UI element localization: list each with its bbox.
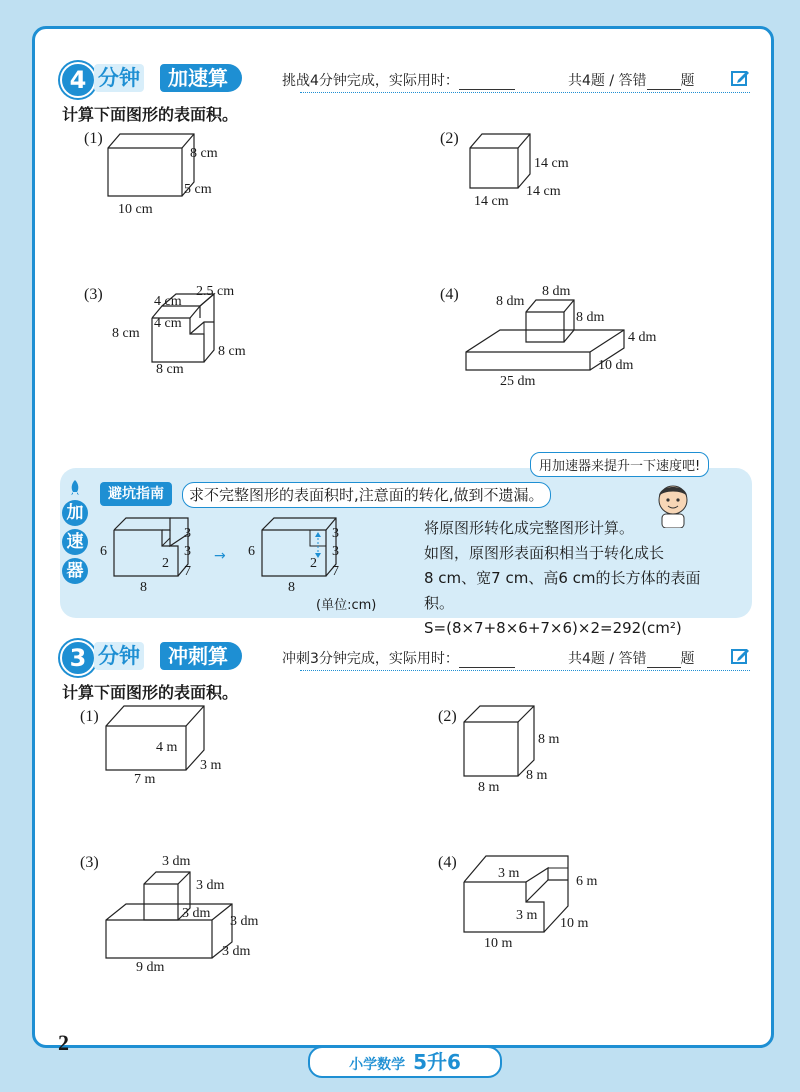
figure-cuboid-2-1 [96, 702, 246, 798]
tip-dim: 6 [248, 544, 255, 559]
dim-notch-height: 3 m [516, 908, 538, 923]
dim-base-length: 9 dm [136, 960, 165, 975]
wrong-blank[interactable] [647, 75, 681, 90]
dim-length: 14 cm [474, 194, 509, 209]
dim-height: 14 cm [534, 156, 569, 171]
problem-number: (2) [438, 708, 457, 725]
section-header-accelerate [60, 62, 750, 96]
footer-grade: 5升6 [413, 1050, 461, 1074]
dim-base-length: 25 dm [500, 374, 536, 389]
dim-width: 3 m [200, 758, 222, 773]
section-number-badge: 3 [60, 640, 96, 676]
dim-base-width: 3 dm [222, 944, 251, 959]
tip-figure-converted [248, 510, 368, 598]
dim-top-length: 8 dm [542, 284, 571, 299]
footer-subject: 小学数学 [349, 1057, 406, 1073]
tip-dim: 8 [140, 580, 147, 595]
tip-line: 如图，原图形表面积相当于转化成长 [424, 544, 665, 562]
tip-dim: 2 [310, 556, 317, 571]
tip-dim: 3 [332, 526, 339, 541]
dim-length: 8 cm [156, 362, 184, 377]
dim-length: 7 m [134, 772, 156, 787]
dim-height: 4 m [156, 740, 178, 755]
dim-base-height: 3 dm [230, 914, 259, 929]
dim-notch-width: 3 m [498, 866, 520, 881]
tip-line: 8 cm、宽7 cm、高6 cm的长方体的表面积。 [424, 569, 701, 612]
tip-dim: 2 [162, 556, 169, 571]
side-char: 速 [62, 529, 88, 555]
dim-notch-depth: 2.5 cm [196, 284, 235, 299]
problem-number: (3) [84, 286, 103, 303]
page-number: 2 [58, 1030, 69, 1055]
dim-height: 8 cm [112, 326, 140, 341]
converted-figure-drawing [248, 510, 368, 598]
dim-top-length: 3 dm [162, 854, 191, 869]
edit-icon [730, 68, 750, 88]
problem-number: (4) [438, 854, 457, 871]
notched-drawing [456, 852, 626, 958]
tip-dim: 3 [332, 544, 339, 559]
dim-width: 8 m [526, 768, 548, 783]
challenge-text: 冲刺3分钟完成，实际用时： [282, 651, 459, 667]
figure-stacked-2-3 [100, 852, 290, 982]
score-info [568, 648, 695, 668]
tip-dim: 3 [184, 526, 191, 541]
tip-tag: 避坑指南 [100, 482, 172, 506]
dim-notch-height: 4 cm [154, 316, 182, 331]
dim-top-width: 8 dm [576, 310, 605, 325]
dim-width: 5 cm [184, 182, 212, 197]
tip-dim: 7 [332, 564, 339, 579]
total-unit: 题 [680, 73, 695, 89]
total-unit: 题 [680, 651, 695, 667]
problem-number: (2) [440, 130, 459, 147]
tip-side-label [60, 480, 90, 587]
dim-notch-width: 4 cm [154, 294, 182, 309]
footer-badge [308, 1046, 502, 1078]
problem-number: (4) [440, 286, 459, 303]
side-char: 器 [62, 558, 88, 584]
instruction-2: 计算下面图形的表面积。 [62, 683, 239, 702]
figure-stacked-4 [460, 282, 690, 392]
dim-length: 8 m [478, 780, 500, 795]
dim-height: 8 m [538, 732, 560, 747]
dim-base-height: 4 dm [628, 330, 657, 345]
dim-top-height: 3 dm [196, 878, 225, 893]
tip-formula: S=(8×7+8×6+7×6)×2=292(cm²) [424, 619, 682, 637]
challenge-info [282, 648, 515, 668]
original-figure-drawing [100, 510, 220, 598]
challenge-info [282, 70, 515, 90]
dim-top-height: 8 dm [496, 294, 525, 309]
tip-line: 将原图形转化成完整图形计算。 [424, 519, 635, 537]
tip-explanation [424, 516, 724, 641]
dim-length: 10 m [484, 936, 513, 951]
figure-notched-cuboid-3 [110, 282, 290, 382]
section-time-label: 分钟 [94, 642, 144, 670]
dim-width: 10 m [560, 916, 589, 931]
section-number-badge: 4 [60, 62, 96, 98]
dim-top-width: 3 dm [182, 906, 211, 921]
section-title-label: 加速算 [160, 64, 242, 92]
instruction-1: 计算下面图形的表面积。 [62, 105, 239, 124]
total-text: 共4题 / 答错 [568, 651, 647, 667]
problem-number: (3) [80, 854, 99, 871]
edit-icon [730, 646, 750, 666]
header-dotted-line [300, 670, 750, 671]
arrow-icon: → [214, 548, 226, 564]
unit-label: (单位:cm) [316, 598, 377, 613]
score-info [568, 70, 695, 90]
dim-width: 14 cm [526, 184, 561, 199]
tip-figure-original [100, 510, 220, 598]
speech-bubble: 用加速器来提升一下速度吧! [530, 452, 709, 477]
wrong-blank[interactable] [647, 653, 681, 668]
problem-number: (1) [80, 708, 99, 725]
tip-dim: 3 [184, 544, 191, 559]
challenge-text: 挑战4分钟完成，实际用时： [282, 73, 459, 89]
dim-height: 6 m [576, 874, 598, 889]
figure-cube-2 [460, 128, 630, 218]
section-time-label: 分钟 [94, 64, 144, 92]
time-blank[interactable] [459, 75, 515, 90]
tip-main-text: 求不完整图形的表面积时,注意面的转化,做到不遗漏。 [182, 482, 551, 508]
figure-cube-2-2 [456, 702, 606, 802]
section-title-label: 冲刺算 [160, 642, 242, 670]
dim-width: 8 cm [218, 344, 246, 359]
time-blank[interactable] [459, 653, 515, 668]
rocket-icon [68, 480, 82, 496]
side-char: 加 [62, 500, 88, 526]
dim-base-width: 10 dm [598, 358, 634, 373]
figure-cuboid-1 [100, 128, 270, 228]
dim-height: 8 cm [190, 146, 218, 161]
tip-dim: 8 [288, 580, 295, 595]
header-dotted-line [300, 92, 750, 93]
total-text: 共4题 / 答错 [568, 73, 647, 89]
problem-number: (1) [84, 130, 103, 147]
tip-dim: 6 [100, 544, 107, 559]
tip-dim: 7 [184, 564, 191, 579]
dim-length: 10 cm [118, 202, 153, 217]
figure-notched-2-4 [456, 852, 626, 958]
section-header-sprint [60, 640, 750, 674]
